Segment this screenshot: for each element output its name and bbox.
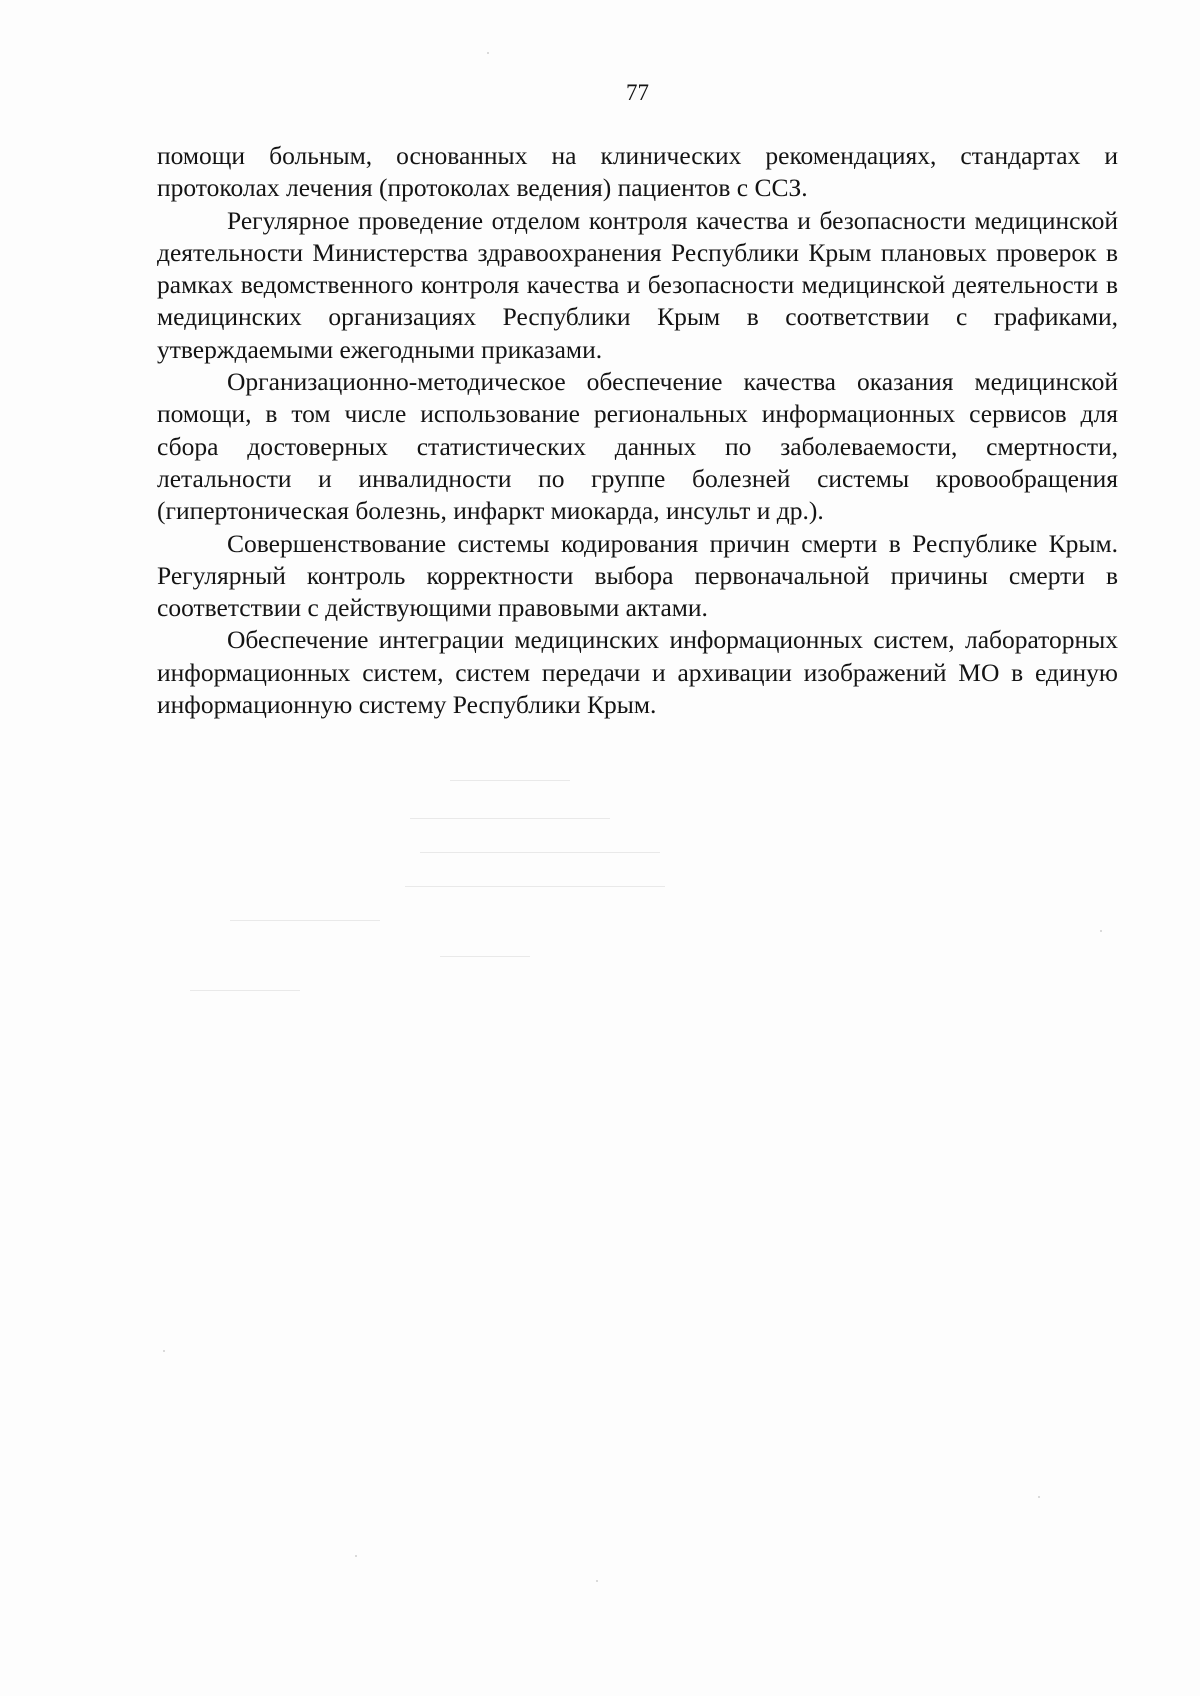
- paragraph-4: Совершенствование системы кодирования причин смерти в Республике Крым. Регулярный контроль корректности выбора первоначальной причины смерти в соответствии с действующими правовыми актами.: [157, 528, 1118, 623]
- page-number: 77: [626, 80, 649, 105]
- scan-speck: [163, 1350, 165, 1352]
- paragraph-2: Регулярное проведение отделом контроля качества и безопасности медицинской деятельности Министерства здравоохранения Республики Крым плановых проверок в рамках ведомственного контроля качества и безопасности медицинской деятельности в медицинских организациях Республики Крым в соответствии с графиками, утверждаемыми ежегодными приказами.: [157, 205, 1118, 364]
- scan-speck: [487, 52, 489, 54]
- paragraph-5: Обеспечение интеграции медицинских информационных систем, лабораторных информационных систем, систем передачи и архивации изображений МО в единую информационную систему Республики Крым.: [157, 625, 1118, 720]
- scan-speck: [1038, 1496, 1040, 1498]
- scan-speck: [1100, 930, 1102, 932]
- scan-speck: [596, 1580, 598, 1582]
- document-body: [157, 140, 1118, 721]
- scan-speck: [355, 1555, 357, 1557]
- scan-noise: [150, 760, 790, 1100]
- paragraph-1: помощи больным, основанных на клинических рекомендациях, стандартах и протоколах лечения (протоколах ведения) пациентов с ССЗ.: [157, 141, 1118, 203]
- paragraph-3: Организационно-методическое обеспечение качества оказания медицинской помощи, в том числе использование региональных информационных сервисов для сбора достоверных статистических данных по заболеваемости, смертности, летальности и инвалидности по группе болезней системы кровообращения (гипертоническая болезнь, инфаркт миокарда, инсульт и др.).: [157, 367, 1118, 526]
